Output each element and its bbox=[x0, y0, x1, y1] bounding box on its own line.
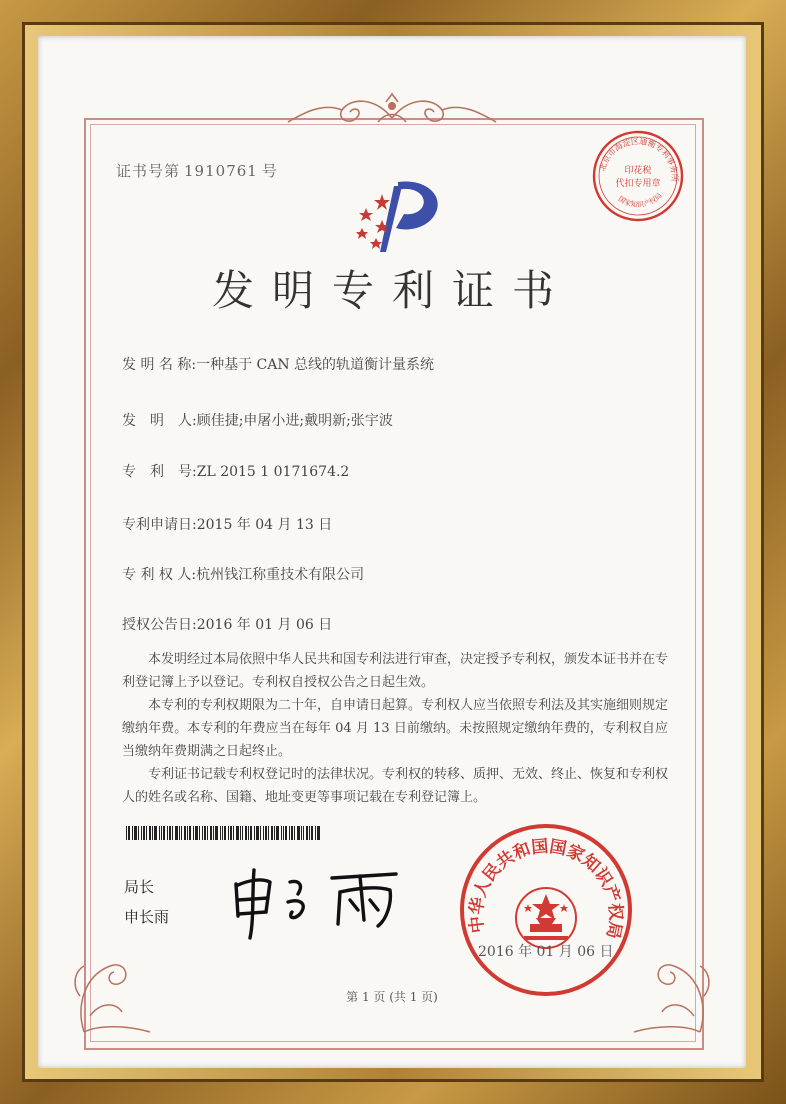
field-label: 授权公告日: bbox=[122, 617, 197, 633]
field-label: 发 明 名 称: bbox=[122, 357, 197, 373]
small-seal-center-line2: 代扣专用章 bbox=[615, 179, 661, 189]
certificate-body bbox=[122, 648, 668, 809]
field-value: 一种基于 CAN 总线的轨道衡计量系统 bbox=[196, 357, 435, 373]
field-value: 2016 年 01 月 06 日 bbox=[196, 617, 333, 633]
certificate-title: 发明专利证书 bbox=[211, 266, 572, 315]
svg-text:国家知识产权局 bbox=[617, 192, 664, 209]
signatory-name: 申长雨 bbox=[124, 908, 170, 926]
body-paragraph: 本专利的专利权期限为二十年，自申请日起算。专利权人应当依照专利法及其实施细则规定缴纳年费。本专利的年费应当在每年 04 月 13 日前缴纳。未按照规定缴纳年费的，专利权自应当缴纳年费期满之日起终止。 bbox=[122, 698, 669, 759]
field-label: 专 利 号: bbox=[122, 464, 197, 480]
page-number: 第 1 页 (共 1 页) bbox=[346, 990, 438, 1004]
small-seal-bottom-text: 国家知识产权局 bbox=[616, 191, 664, 210]
field-inventors bbox=[122, 410, 393, 430]
field-invention-name bbox=[122, 354, 434, 374]
bottom-right-ornament-icon bbox=[624, 936, 714, 1036]
certificate-paper bbox=[38, 36, 746, 1068]
field-value: 顾佳捷;申屠小进;戴明新;张宇波 bbox=[196, 413, 393, 429]
stamp-duty-seal-icon bbox=[590, 128, 686, 224]
field-value: 杭州钱江称重技术有限公司 bbox=[196, 567, 365, 583]
field-label: 专 利 权 人: bbox=[122, 567, 197, 583]
barcode-icon bbox=[126, 826, 322, 840]
field-grant-date bbox=[122, 614, 332, 634]
field-patentee bbox=[122, 564, 364, 584]
seal-arc-text: 中华人民共和国国家知识产权局 bbox=[466, 836, 626, 941]
certificate-number-value: 1910761 bbox=[184, 162, 258, 180]
top-ornament-icon bbox=[282, 88, 502, 132]
small-seal-center-line1: 印花税 bbox=[624, 166, 652, 176]
signatory-role: 局长 bbox=[124, 878, 155, 896]
field-value: 2015 年 04 月 13 日 bbox=[196, 517, 333, 533]
field-value: ZL 2015 1 0171674.2 bbox=[196, 464, 350, 480]
bottom-left-ornament-icon bbox=[70, 936, 160, 1036]
small-seal-arc-text: 北京市海淀区通衡专利事务所 bbox=[597, 136, 680, 182]
certificate-number bbox=[112, 160, 278, 181]
field-label: 专利申请日: bbox=[122, 517, 197, 533]
seal-date: 2016 年 01 月 06 日 bbox=[478, 944, 614, 960]
body-paragraph: 本发明经过本局依照中华人民共和国专利法进行审查，决定授予专利权，颁发本证书并在专利登记簿上予以登记。专利权自授权公告之日起生效。 bbox=[122, 652, 669, 690]
body-paragraph: 专利证书记载专利权登记时的法律状况。专利权的转移、质押、无效、终止、恢复和专利权人的姓名或名称、国籍、地址变更等事项记载在专利登记簿上。 bbox=[122, 767, 669, 805]
official-seal-icon bbox=[456, 820, 636, 1000]
handwritten-signature-icon bbox=[228, 864, 408, 940]
certificate-number-label: 证书号第 bbox=[116, 162, 181, 180]
field-application-date bbox=[122, 514, 332, 534]
patent-office-logo-icon bbox=[338, 174, 448, 254]
field-patent-number bbox=[122, 461, 349, 481]
field-label: 发 明 人: bbox=[122, 413, 197, 429]
certificate-number-suffix: 号 bbox=[261, 162, 278, 180]
